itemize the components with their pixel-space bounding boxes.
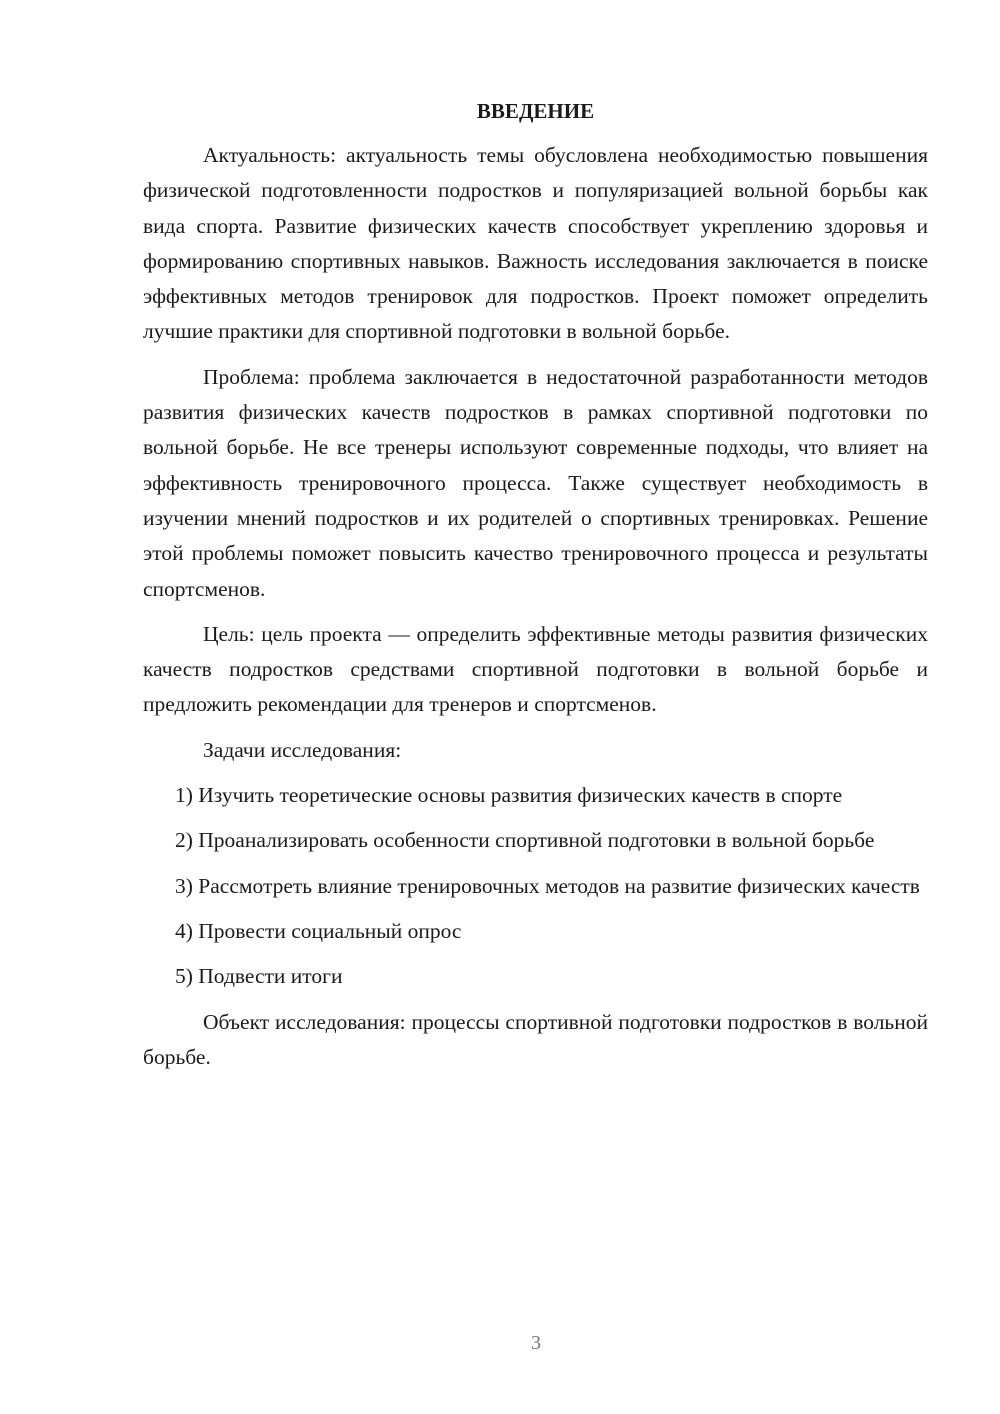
document-page — [143, 96, 928, 1085]
page-number: 3 — [531, 1332, 541, 1354]
task-item: 5) Подвести итоги — [175, 964, 343, 989]
object-paragraph: Объект исследования: процессы спортивной подготовки подростков в вольной борьбе. — [143, 1009, 928, 1069]
task-item: 4) Провести социальный опрос — [175, 918, 462, 943]
task-item: 3) Рассмотреть влияние тренировочных методов на развитие физических качеств — [175, 873, 920, 898]
problem-paragraph: Проблема: проблема заключается в недостаточной разработанности методов развития физических качеств подростков в рамках спортивной подготовки по вольной борьбе. Не все тренеры используют современные подходы, что влияет на эффективность тренировочного процесса. Также существует необходимость в изучении мнений подростков и их родителей о спортивных тренировках. Решение этой проблемы поможет повысить качество тренировочного процесса и результаты спортсменов. — [143, 364, 928, 601]
task-item: 1) Изучить теоретические основы развития физических качеств в спорте — [175, 783, 843, 808]
tasks-heading: Задачи исследования: — [203, 737, 402, 762]
task-item: 2) Проанализировать особенности спортивной подготовки в вольной борьбе — [175, 828, 875, 853]
goal-paragraph: Цель: цель проекта — определить эффективные методы развития физических качеств подростков средствами спортивной подготовки в вольной борьбе и предложить рекомендации для тренеров и спортсменов. — [143, 621, 928, 717]
page-title: ВВЕДЕНИЕ — [476, 99, 595, 123]
tasks-list — [143, 778, 928, 994]
relevance-paragraph: Актуальность: актуальность темы обусловлена необходимостью повышения физической подготовленности подростков и популяризацией вольной борьбы как вида спорта. Развитие физических качеств способствует укреплению здоровья и формированию спортивных навыков. Важность исследования заключается в поиске эффективных методов тренировок для подростков. Проект поможет определить лучшие практики для спортивной подготовки в вольной борьбе. — [143, 143, 928, 344]
